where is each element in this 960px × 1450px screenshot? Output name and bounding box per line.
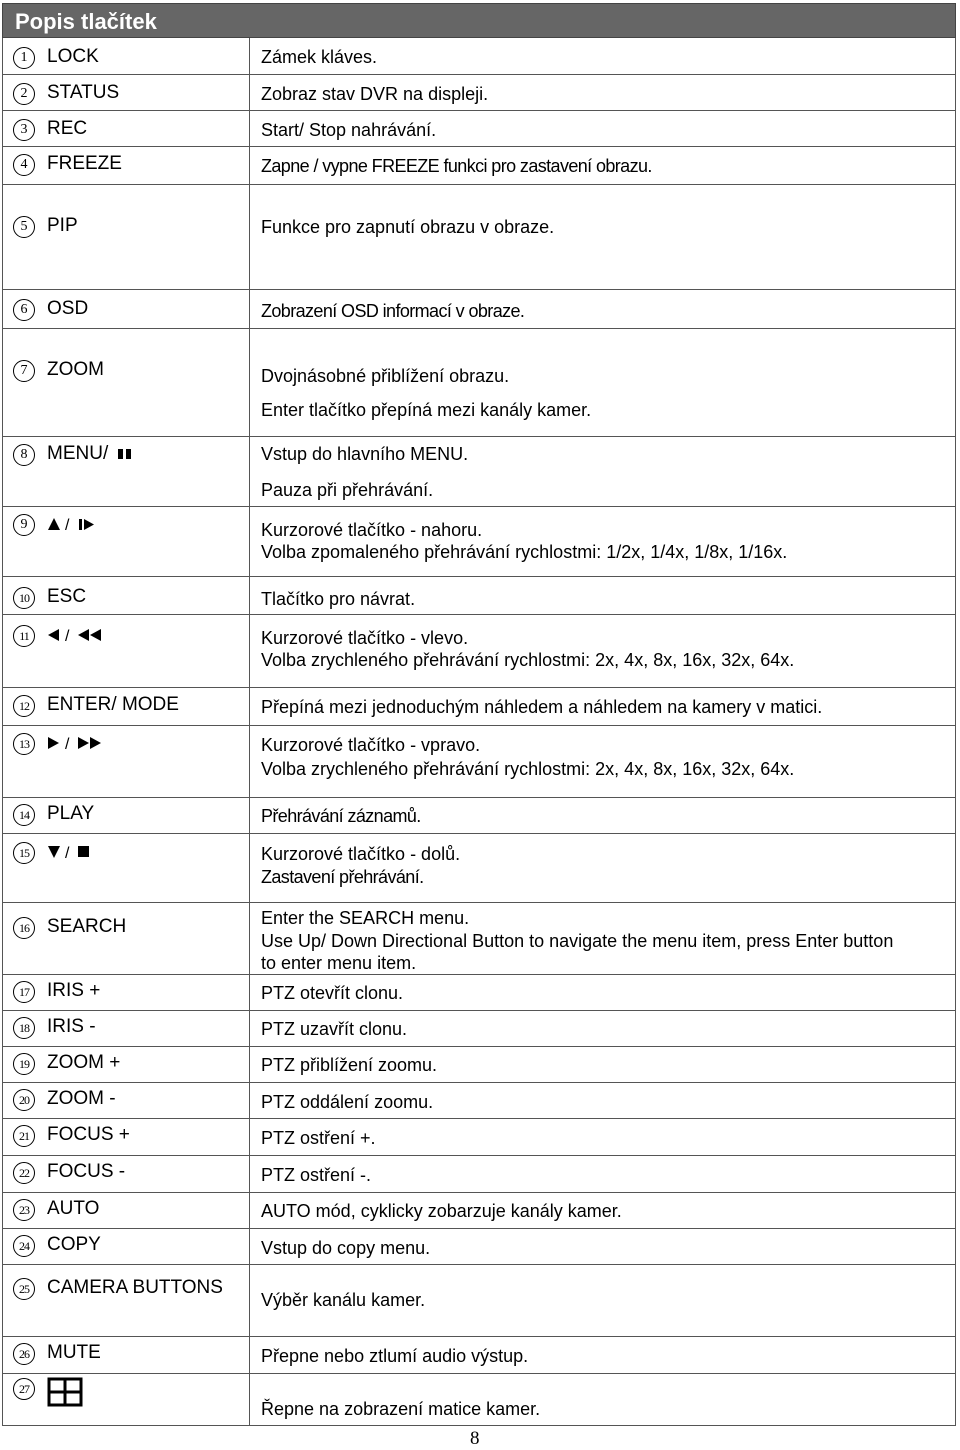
button-description: PTZ otevřít clonu. [261,983,404,1003]
button-cell [3,1265,250,1336]
left-arrow-rewind-icon [47,626,107,644]
button-description: PTZ ostření -. [261,1165,372,1185]
button-description: Dvojnásobné přiblížení obrazu. [261,366,510,386]
button-description: Use Up/ Down Directional Button to navigate the menu item, press Enter button [261,931,894,951]
table-row [2,1374,956,1426]
table-row [2,975,956,1011]
button-cell [3,726,250,797]
button-description: Řepne na zobrazení matice kamer. [261,1399,541,1419]
table-row [2,1337,956,1374]
button-cell [3,798,250,833]
svg-text:/: / [65,735,70,752]
table-row [2,903,956,975]
table-row [2,329,956,437]
table-row [2,726,956,798]
button-name: REC [47,118,88,139]
button-name: AUTO [47,1198,100,1219]
table-row [2,507,956,577]
button-name: ZOOM - [47,1088,116,1109]
button-description: Vstup do hlavního MENU. [261,444,469,464]
button-description: AUTO mód, cyklicky zobarzuje kanály kamer. [261,1201,622,1221]
button-cell [3,1229,250,1264]
button-number-badge: 21 [13,1125,35,1147]
table-row [2,834,956,903]
button-name: IRIS + [47,980,101,1001]
button-description: PTZ oddálení zoomu. [261,1092,434,1112]
right-arrow-fast-forward-icon [47,734,107,752]
svg-text:/: / [65,516,70,533]
button-name [47,513,107,535]
button-number-badge: 24 [13,1235,35,1257]
button-name: FOCUS - [47,1161,126,1182]
button-description: Start/ Stop nahrávání. [261,120,437,140]
table-row [2,1047,956,1083]
table-row [2,688,956,726]
button-number-badge: 13 [13,733,35,755]
button-cell [3,1337,250,1373]
button-description: to enter menu item. [261,953,417,973]
table-row [2,1229,956,1265]
button-cell [3,1193,250,1228]
button-number-badge: 20 [13,1089,35,1111]
page-title: Popis tlačítek [15,9,157,34]
table-row [2,185,956,290]
button-number-badge: 8 [13,444,35,466]
button-description: Kurzorové tlačítko - vlevo. [261,628,469,648]
button-description: Kurzorové tlačítko - nahoru. [261,520,483,540]
button-number-badge: 27 [13,1378,35,1400]
button-name: PLAY [47,803,95,824]
button-name [47,624,107,646]
button-number-badge: 15 [13,842,35,864]
button-name: OSD [47,298,89,319]
button-description: Zastavení přehrávání. [261,867,424,887]
button-name: FOCUS + [47,1124,130,1145]
button-name: SEARCH [47,916,127,937]
button-description: Vstup do copy menu. [261,1238,431,1258]
button-cell [3,38,250,74]
button-cell [3,1047,250,1082]
button-description: Enter the SEARCH menu. [261,908,470,928]
button-name: LOCK [47,46,99,67]
button-cell [3,615,250,687]
button-name: MUTE [47,1342,101,1363]
button-description: Funkce pro zapnutí obrazu v obraze. [261,217,555,237]
button-cell [3,437,250,506]
svg-text:/: / [65,627,70,644]
button-number-badge: 3 [13,119,35,141]
button-number-badge: 25 [13,1278,35,1300]
button-number-badge: 17 [13,981,35,1003]
button-cell [3,329,250,436]
button-description: Volba zpomaleného přehrávání rychlostmi: 1/2x, 1/4x, 1/8x, 1/16x. [261,542,788,562]
button-number-badge: 23 [13,1199,35,1221]
button-name: COPY [47,1234,101,1255]
button-name: STATUS [47,82,120,103]
table-row [2,111,956,147]
table-row [2,1119,956,1156]
page-number: 8 [470,1428,480,1449]
button-description: Zobrazení OSD informací v obraze. [261,301,525,321]
table-row [2,1193,956,1229]
button-number-badge: 14 [13,804,35,826]
button-cell [3,147,250,184]
button-description: Přepíná mezi jednoduchým náhledem a náhledem na kamery v matici. [261,697,823,717]
button-cell [3,1156,250,1192]
button-description: Přehrávání záznamů. [261,806,421,826]
button-cell [3,834,250,902]
button-number-badge: 26 [13,1343,35,1365]
button-cell [3,1119,250,1155]
button-cell [3,1374,250,1425]
title-bar [2,3,956,38]
button-name [47,732,107,754]
button-cell [3,507,250,576]
table-row [2,437,956,507]
button-number-badge: 12 [13,695,35,717]
table-row [2,75,956,111]
button-description: Pauza při přehrávání. [261,480,434,500]
button-description: PTZ přiblížení zoomu. [261,1055,438,1075]
table-row [2,1011,956,1047]
button-number-badge: 7 [13,360,35,382]
button-name [47,1377,83,1407]
button-description: Enter tlačítko přepíná mezi kanály kamer. [261,400,592,420]
table-row [2,147,956,185]
button-description: Výběr kanálu kamer. [261,1290,426,1310]
button-description: Tlačítko pro návrat. [261,589,416,609]
button-name: ESC [47,586,87,607]
button-name: PIP [47,215,78,236]
button-number-badge: 18 [13,1017,35,1039]
button-description: Přepne nebo ztlumí audio výstup. [261,1346,529,1366]
button-name [47,443,136,465]
button-number-badge: 10 [13,587,35,609]
button-name: CAMERA BUTTONS [47,1277,223,1298]
svg-text:/: / [65,844,70,861]
button-description: Kurzorové tlačítko - vpravo. [261,735,481,755]
button-number-badge: 4 [13,154,35,176]
button-description: Zámek kláves. [261,47,378,67]
button-description: Kurzorové tlačítko - dolů. [261,844,461,864]
up-arrow-slow-play-icon [47,515,107,533]
table-row [2,798,956,834]
button-cell [3,1011,250,1046]
button-number-badge: 6 [13,299,35,321]
button-number-badge: 5 [13,216,35,238]
button-number-badge: 22 [13,1162,35,1184]
button-cell [3,290,250,328]
button-number-badge: 1 [13,47,35,69]
button-name: ZOOM [47,359,104,380]
table-row [2,290,956,329]
button-name: ZOOM + [47,1052,121,1073]
button-number-badge: 2 [13,83,35,105]
pause-icon [114,447,136,461]
table-row [2,38,956,75]
button-number-badge: 19 [13,1053,35,1075]
button-cell [3,111,250,146]
table-row [2,1156,956,1193]
button-description: Volba zrychleného přehrávání rychlostmi: 2x, 4x, 8x, 16x, 32x, 64x. [261,650,795,670]
button-cell [3,975,250,1010]
button-cell [3,75,250,110]
button-description: PTZ uzavřít clonu. [261,1019,408,1039]
button-cell [3,1083,250,1118]
button-cell [3,903,250,974]
button-description: Zapne / vypne FREEZE funkci pro zastavení obrazu. [261,156,652,176]
button-name: FREEZE [47,153,122,174]
table-row [2,1083,956,1119]
button-cell [3,688,250,725]
button-description: Volba zrychleného přehrávání rychlostmi: 2x, 4x, 8x, 16x, 32x, 64x. [261,759,795,779]
button-description: PTZ ostření +. [261,1128,376,1148]
button-name: ENTER/ MODE [47,694,179,715]
matrix-icon [47,1377,83,1407]
button-cell [3,577,250,614]
down-arrow-stop-icon [47,843,107,861]
table-row [2,615,956,688]
button-number-badge: 16 [13,917,35,939]
button-name-text: MENU/ [47,443,109,464]
table-row [2,1265,956,1337]
button-number-badge: 11 [13,625,35,647]
table-row [2,577,956,615]
button-number-badge: 9 [13,514,35,536]
button-name: IRIS - [47,1016,96,1037]
button-cell [3,185,250,289]
button-name [47,841,107,863]
button-description: Zobraz stav DVR na displeji. [261,84,489,104]
